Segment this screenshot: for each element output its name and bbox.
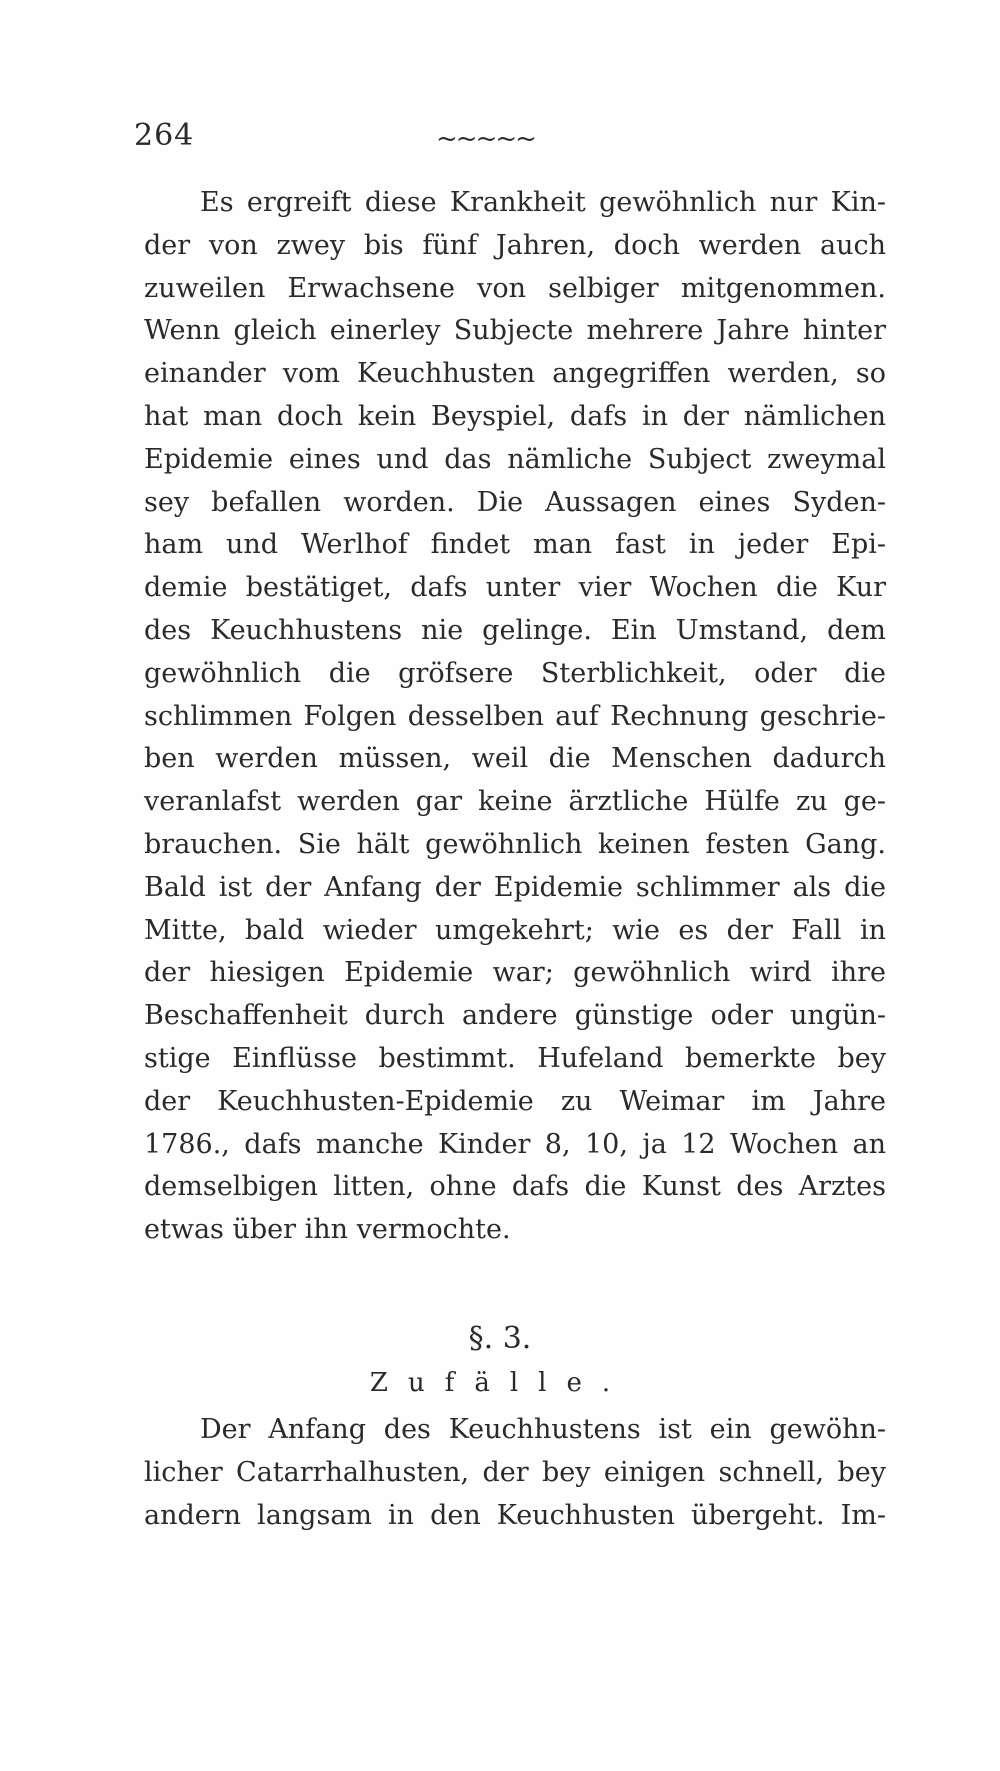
- text-line: licher Catarrhalhusten, der bey einigen schnell, bey: [144, 1456, 886, 1488]
- text-line: schlimmen Folgen desselben auf Rechnung geschrie-: [144, 700, 886, 732]
- text-line: Es ergreift diese Krankheit gewöhnlich nur Kin-: [200, 187, 886, 218]
- text-line: Bald ist der Anfang der Epidemie schlimmer als die: [144, 871, 886, 903]
- text-line: der Keuchhusten-Epidemie zu Weimar im Jahre: [144, 1085, 886, 1117]
- text-line: des Keuchhustens nie gelinge. Ein Umstand, dem: [144, 614, 886, 646]
- text-line: andern langsam in den Keuchhusten übergeht. Im-: [144, 1499, 886, 1531]
- page-number: 264: [134, 118, 195, 153]
- text-line: hat man doch kein Beyspiel, dafs in der nämlichen: [144, 400, 886, 432]
- text-line: zuweilen Erwachsene von selbiger mitgenommen.: [144, 272, 886, 304]
- text-line: einander vom Keuchhusten angegriffen werden, so: [144, 358, 886, 390]
- text-line: ben werden müssen, weil die Menschen dadurch: [144, 743, 886, 775]
- text-line: Beschaffenheit durch andere günstige oder ungün-: [144, 1000, 886, 1032]
- text-line: Epidemie eines und das nämliche Subject zweymal: [144, 443, 886, 475]
- text-line: Wenn gleich einerley Subjecte mehrere Jahre hinter: [144, 315, 886, 347]
- text-line: sey befallen worden. Die Aussagen eines Syden-: [144, 486, 886, 518]
- text-line: 1786., dafs manche Kinder 8, 10, ja 12 Wochen an: [144, 1128, 886, 1160]
- text-line: Der Anfang des Keuchhustens ist ein gewöhn-: [200, 1414, 886, 1445]
- text-line: der hiesigen Epidemie war; gewöhnlich wird ihre: [144, 957, 886, 989]
- paragraph-2: [144, 1409, 886, 1537]
- section-title: Zufälle.: [369, 1368, 631, 1398]
- header-ornament: ~~~~~: [436, 124, 535, 154]
- text-line: demselbigen litten, ohne dafs die Kunst des Arztes: [144, 1171, 886, 1203]
- text-line: gewöhnlich die gröfsere Sterblichkeit, oder die: [144, 657, 886, 689]
- text-line: ham und Werlhof findet man fast in jeder Epi-: [144, 529, 886, 561]
- text-line: der von zwey bis fünf Jahren, doch werden auch: [144, 229, 886, 261]
- text-line: brauchen. Sie hält gewöhnlich keinen festen Gang.: [144, 828, 886, 860]
- text-line: stige Einflüsse bestimmt. Hufeland bemerkte bey: [144, 1042, 886, 1074]
- text-line: Mitte, bald wieder umgekehrt; wie es der Fall in: [144, 914, 886, 946]
- text-line: veranlafst werden gar keine ärztliche Hülfe zu ge-: [144, 786, 886, 818]
- text-line: etwas über ihn vermochte.: [144, 1214, 511, 1246]
- paragraph-1: [144, 182, 886, 1252]
- text-line: demie bestätiget, dafs unter vier Wochen die Kur: [144, 572, 886, 604]
- section-number: §. 3.: [468, 1321, 532, 1356]
